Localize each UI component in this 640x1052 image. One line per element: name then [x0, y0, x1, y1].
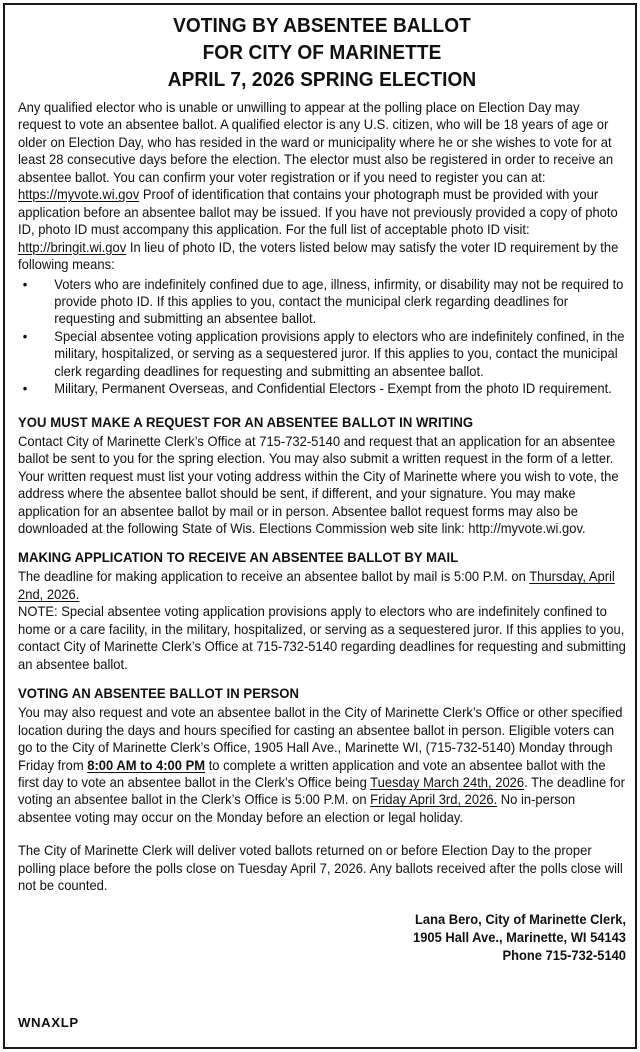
- spacer: [18, 537, 626, 549]
- notice-content: [18, 12, 626, 965]
- title-line-1: VOTING BY ABSENTEE BALLOT: [173, 14, 471, 37]
- list-item-text: Special absentee voting application provisions apply to electors who are indefinitely confined, in the military, hospitalized, or serving as a sequestered juror. If this applies to you, contact the municipal clerk regarding deadlines for requesting and submitting an absentee ballot.: [54, 328, 625, 379]
- myvote-url-link[interactable]: https://myvote.wi.gov: [18, 187, 140, 203]
- in-person-first-day: Tuesday March 24th, 2026: [370, 774, 525, 790]
- list-item: [18, 276, 626, 328]
- intro-paragraph: [18, 99, 626, 274]
- spacer: [18, 673, 626, 685]
- in-person-text-part-4: No in-person absentee voting may occur on the Monday before an election or legal holiday.: [18, 792, 576, 825]
- section-body-by-mail-deadline: [18, 568, 626, 603]
- bullet-icon: •: [22, 381, 28, 397]
- clerk-name-title: Lana Bero, City of Marinette Clerk,: [415, 911, 626, 927]
- section-body-in-person: [18, 704, 626, 826]
- section-body-by-mail-note: NOTE: Special absentee voting application provisions apply to electors who are indefinitely confined to home or a care facility, in the military, hospitalized, or serving as a sequestered juror. If this applies to you, contact City of Marinette Clerk’s Office at 715-732-5140 regarding deadlines for requesting and submitting an absentee ballot.: [18, 604, 626, 672]
- in-person-text-part-3: . The deadline for voting an absentee ballot in the Clerk’s Office is 5:00 P.M. on: [18, 774, 625, 808]
- title-line-2: FOR CITY OF MARINETTE: [202, 41, 442, 64]
- in-person-text-part-2: to complete a written application and vote an absentee ballot with the first day to vote an absentee ballot in the Clerk’s Office being: [18, 757, 606, 790]
- list-item-text: Voters who are indefinitely confined due to age, illness, infirmity, or disability may not be required to provide photo ID. If this applies to you, contact the municipal clerk regarding deadlines for requesting and submitting an absentee ballot.: [54, 276, 624, 327]
- list-item: [18, 380, 626, 397]
- clerk-office-hours: 8:00 AM to 4:00 PM: [87, 757, 206, 773]
- spacer: [18, 895, 626, 911]
- intro-text-part-2: Proof of identification that contains your photograph must be provided with your application before an absentee ballot may be issued. If you have not previously provided a copy of photo ID, photo ID must accompany this application. For the full list of acceptable photo ID visit:: [18, 187, 618, 238]
- bringit-url-link[interactable]: http://bringit.wi.gov: [18, 239, 127, 255]
- spacer: [18, 398, 626, 414]
- page-title: [18, 12, 626, 93]
- clerk-signature-block: [48, 911, 626, 966]
- in-person-last-day: Friday April 3rd, 2026.: [370, 792, 498, 808]
- section-heading-by-mail: MAKING APPLICATION TO RECEIVE AN ABSENTEE BALLOT BY MAIL: [18, 550, 459, 566]
- section-heading-in-person: VOTING AN ABSENTEE BALLOT IN PERSON: [18, 686, 300, 702]
- bullet-icon: •: [22, 328, 28, 344]
- bullet-icon: •: [22, 276, 28, 292]
- mail-deadline-date: Thursday, April 2nd, 2026.: [18, 569, 615, 602]
- clerk-phone: Phone 715-732-5140: [502, 948, 626, 964]
- clerk-address: 1905 Hall Ave., Marinette, WI 54143: [413, 929, 626, 945]
- photo-id-exemptions-list: [18, 276, 626, 398]
- list-item: [18, 328, 626, 380]
- section-heading-written-request: YOU MUST MAKE A REQUEST FOR AN ABSENTEE BALLOT IN WRITING: [18, 414, 474, 430]
- wnaxlp-mark: WNAXLP: [18, 1015, 79, 1030]
- intro-text-part-3: In lieu of photo ID, the voters listed below may satisfy the voter ID requirement by the following means:: [18, 239, 619, 273]
- spacer: [18, 826, 626, 842]
- section-body-written-request: Contact City of Marinette Clerk’s Office at 715-732-5140 and request that an application for an absentee ballot be sent to you for the spring election. You may also submit a written request in the form of a letter. Your written request must list your voting address within the City of Marinette where you wish to vote, the address where the absentee ballot should be sent, if different, and your signature. You may make application for an absentee ballot by mail or in person. Absentee ballot request forms may also be downloaded at the following State of Wis. Elections Commission web site link: http://myvote.wi.gov.: [18, 433, 619, 536]
- mail-deadline-text: The deadline for making application to receive an absentee ballot by mail is 5:00 P.M. on: [18, 569, 530, 585]
- list-item-text: Military, Permanent Overseas, and Confidential Electors - Exempt from the photo ID requirement.: [54, 381, 612, 397]
- intro-text-part-1: Any qualified elector who is unable or unwilling to appear at the polling place on Election Day may request to vote an absentee ballot. A qualified elector is any U.S. citizen, who will be 18 years of age or older on Election Day, who has resided in the ward or municipality where he or she wishes to vote for at least 28 consecutive days before the election. The elector must also be registered in order to receive an absentee ballot. You can confirm your voter registration or if you need to register you can at:: [18, 100, 614, 185]
- closing-paragraph: The City of Marinette Clerk will deliver voted ballots returned on or before Election Day to the proper polling place before the polls close on Tuesday April 7, 2026. Any ballots received after the polls close will not be counted.: [18, 843, 623, 894]
- in-person-text-part-1: You may also request and vote an absentee ballot in the City of Marinette Clerk’s Office or other specified location during the days and hours specified for casting an absentee ballot in person. Eligible voters can go to the City of Marinette Clerk’s Office, 1905 Hall Ave., Marinette WI, (715-732-5140) Monday through Friday from: [18, 705, 623, 773]
- title-line-3: APRIL 7, 2026 SPRING ELECTION: [167, 68, 477, 91]
